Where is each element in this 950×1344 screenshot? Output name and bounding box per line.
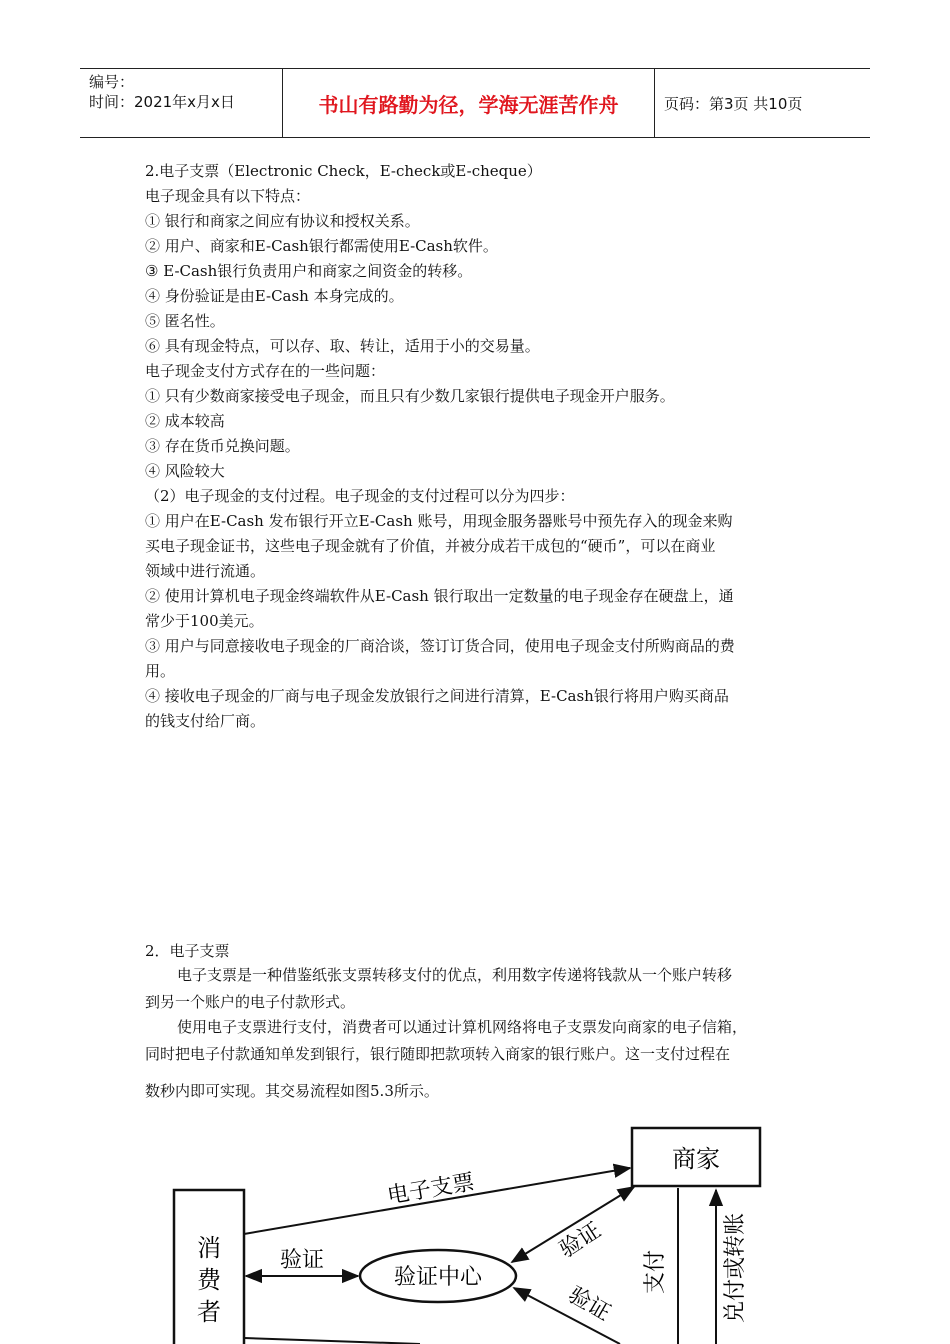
- document-number-label: 编号：: [89, 73, 135, 91]
- text-line: 用。: [145, 662, 176, 680]
- text-line: ② 使用计算机电子现金终端软件从E-Cash 银行取出一定数量的电子现金存在硬盘上，通: [145, 587, 734, 605]
- merchant-label: 商家: [672, 1145, 720, 1173]
- text-line: 同时把电子付款通知单发到银行，银行随即把款项转入商家的银行账户。这一支付过程在: [145, 1045, 731, 1063]
- text-line: 2.电子支票（Electronic Check，E-check或E-cheque）: [145, 162, 542, 180]
- text-line: ② 用户、商家和E-Cash银行都需使用E-Cash软件。: [145, 237, 498, 255]
- text-line: ④ 风险较大: [145, 462, 225, 480]
- pay-label: 支付: [643, 1249, 668, 1295]
- consumer-label-char: 消: [197, 1234, 221, 1262]
- merchant-verify-label: 验证: [555, 1218, 606, 1264]
- bank-verify-label: 验证: [563, 1282, 615, 1327]
- text-line: ⑤ 匿名性。: [145, 312, 225, 330]
- text-line: ① 银行和商家之间应有协议和授权关系。: [145, 212, 420, 230]
- text-line: 常少于100美元。: [145, 612, 264, 630]
- verification-center-label: 验证中心: [393, 1265, 483, 1290]
- text-line: ② 成本较高: [145, 412, 225, 430]
- section-heading: 2．电子支票: [145, 942, 230, 960]
- text-line: ⑥ 具有现金特点，可以存、取、转让，适用于小的交易量。: [145, 337, 540, 355]
- page-number-label: 页码：第3页 共10页: [664, 94, 803, 113]
- text-line: ① 用户在E-Cash 发布银行开立E-Cash 账号，用现金服务器账号中预先存入的现金来购: [145, 512, 733, 530]
- text-line: 电子现金具有以下特点：: [145, 187, 311, 205]
- e-check-label: 电子支票: [385, 1169, 477, 1210]
- text-line: 使用电子支票进行支付，消费者可以通过计算机网络将电子支票发向商家的电子信箱，: [177, 1018, 748, 1036]
- redeem-label: 兑付或转账: [723, 1212, 748, 1324]
- consumer-verify-label: 验证: [279, 1248, 325, 1273]
- header-motto: 书山有路勤为径，学海无涯苦作舟: [283, 69, 655, 137]
- text-line: ④ 接收电子现金的厂商与电子现金发放银行之间进行清算，E-Cash银行将用户购买商品: [145, 687, 729, 705]
- text-line: 的钱支付给厂商。: [145, 712, 266, 730]
- consumer-label-char: 费: [197, 1266, 221, 1294]
- text-line: 电子现金支付方式存在的一些问题：: [145, 362, 386, 380]
- text-line: 到另一个账户的电子付款形式。: [145, 993, 356, 1011]
- text-line: ④ 身份验证是由E-Cash 本身完成的。: [145, 287, 404, 305]
- text-line: 数秒内即可实现。其交易流程如图5.3所示。: [145, 1082, 439, 1100]
- consumer-bank-line: [244, 1338, 420, 1344]
- text-line: 买电子现金证书，这些电子现金就有了价值，并被分成若干成包的“硬币”，可以在商业: [145, 537, 716, 555]
- document-time-label: 时间：2021年x月x日: [89, 93, 235, 111]
- text-line: （2）电子现金的支付过程。电子现金的支付过程可以分为四步：: [145, 487, 575, 505]
- text-line: ① 只有少数商家接受电子现金，而且只有少数几家银行提供电子现金开户服务。: [145, 387, 675, 405]
- text-line: 领域中进行流通。: [145, 562, 266, 580]
- text-line: ③ 存在货币兑换问题。: [145, 437, 300, 455]
- text-line: 电子支票是一种借鉴纸张支票转移支付的优点，利用数字传递将钱款从一个账户转移: [177, 966, 733, 984]
- consumer-label-char: 者: [197, 1298, 221, 1326]
- text-line: ③ E-Cash银行负责用户和商家之间资金的转移。: [145, 262, 473, 280]
- text-line: ③ 用户与同意接收电子现金的厂商洽谈，签订订货合同，使用电子现金支付所购商品的费: [145, 637, 735, 655]
